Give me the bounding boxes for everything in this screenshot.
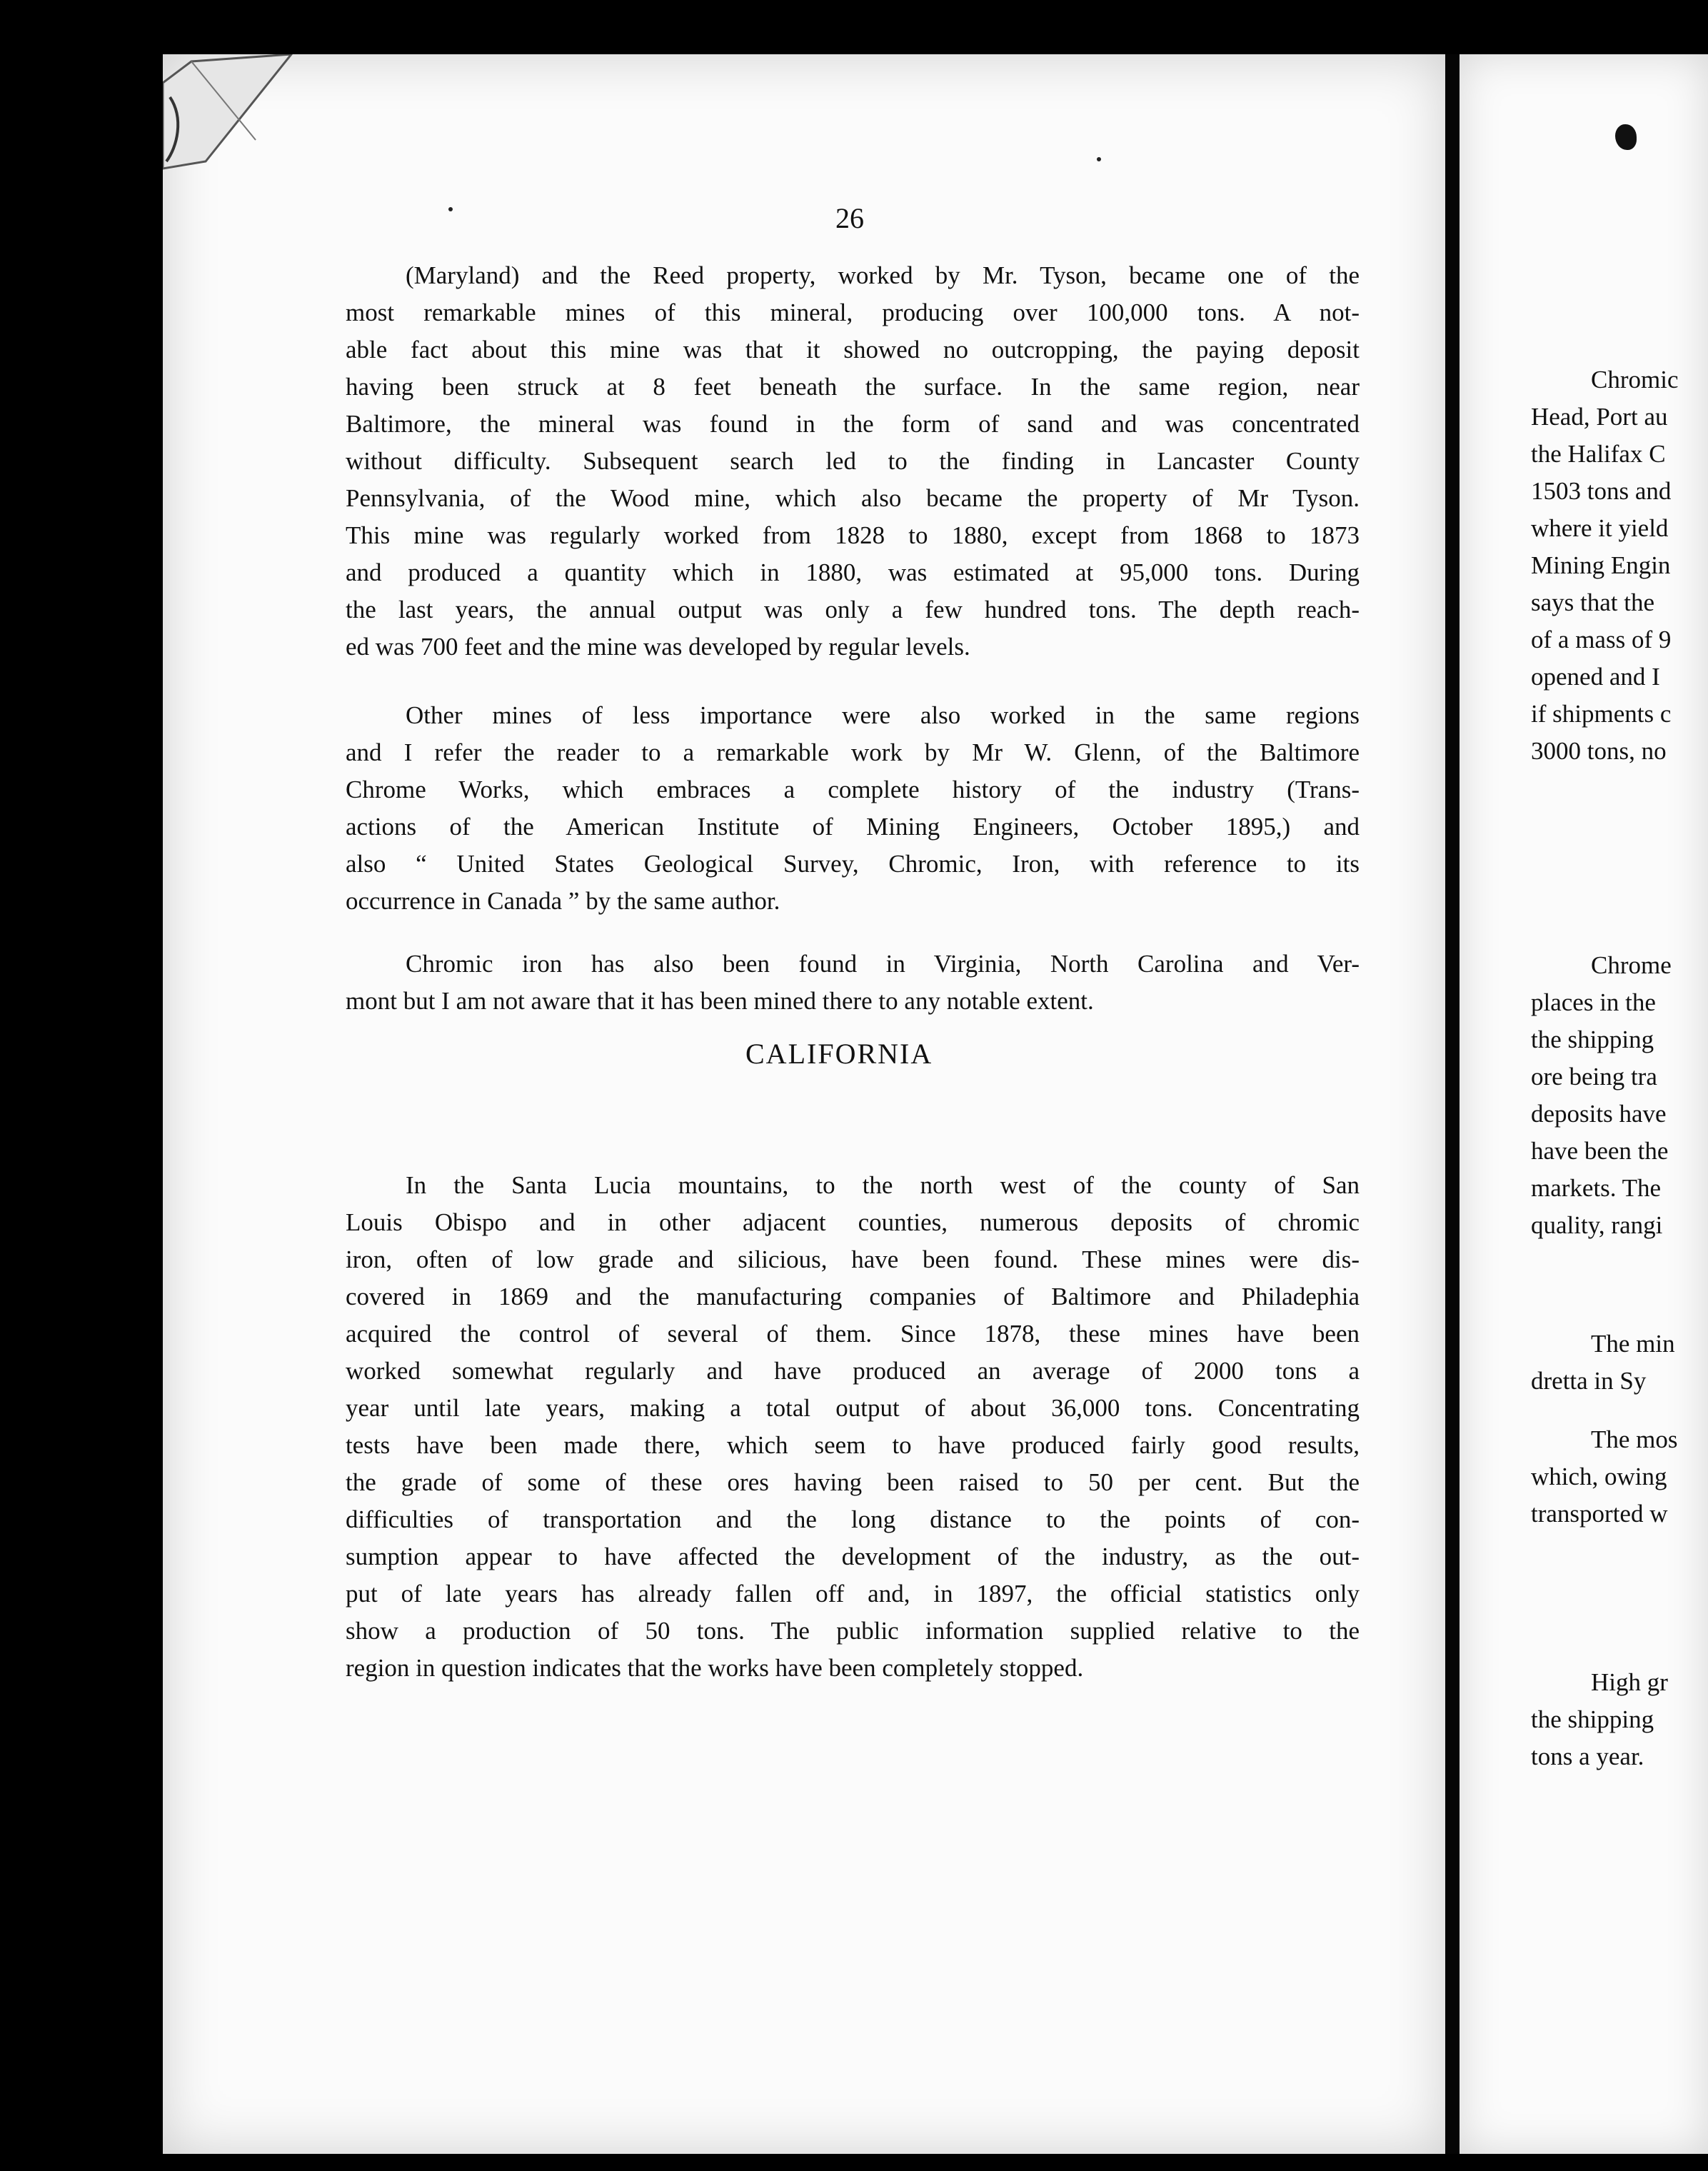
text-line: if shipments c — [1531, 700, 1672, 728]
page-number: 26 — [835, 202, 864, 234]
text-line: without difficulty. Subsequent search led to the finding in Lancaster County — [346, 447, 1360, 475]
text-line: ore being tra — [1531, 1063, 1657, 1090]
right-block-5 — [1531, 1664, 1708, 1775]
right-block-4 — [1531, 1421, 1708, 1533]
text-line: Chrome Works, which embraces a complete history of the industry (Trans- — [346, 776, 1360, 803]
text-line: the Halifax C — [1531, 440, 1666, 468]
text-line: dretta in Sy — [1531, 1367, 1647, 1395]
text-line: 3000 tons, no — [1531, 737, 1667, 765]
text-line: quality, rangi — [1531, 1211, 1663, 1239]
text-line: the shipping — [1531, 1026, 1654, 1053]
book-gutter — [1445, 54, 1460, 2154]
text-line: says that the — [1531, 588, 1655, 616]
speck-mark — [448, 207, 453, 211]
right-page — [1460, 54, 1708, 2154]
ink-blot — [1615, 124, 1637, 150]
text-line: acquired the control of several of them. Since 1878, these mines have been — [346, 1320, 1360, 1348]
text-line: sumption appear to have affected the development of the industry, as the out- — [346, 1543, 1360, 1570]
text-line: places in the — [1531, 988, 1656, 1016]
text-line: put of late years has already fallen off and, in 1897, the official statistics only — [346, 1580, 1360, 1608]
text-line: The min — [1591, 1330, 1675, 1358]
text-line: of a mass of 9 — [1531, 626, 1672, 653]
text-line: show a production of 50 tons. The public information supplied relative to the — [346, 1617, 1360, 1645]
text-line: The mos — [1591, 1425, 1678, 1453]
section-title: CALIFORNIA — [745, 1038, 933, 1070]
text-line: tests have been made there, which seem to have produced fairly good results, — [346, 1431, 1360, 1459]
text-line: occurrence in Canada ” by the same author. — [346, 887, 780, 915]
text-line: the last years, the annual output was only a few hundred tons. The depth reach- — [346, 596, 1360, 623]
paragraph-2 — [346, 697, 1360, 920]
text-line: mont but I am not aware that it has been mined there to any notable extent. — [346, 987, 1094, 1015]
text-line: and I refer the reader to a remarkable work by Mr W. Glenn, of the Baltimore — [346, 738, 1360, 766]
paragraph-3 — [346, 946, 1360, 1020]
text-line: also “ United States Geological Survey, Chromic, Iron, with reference to its — [346, 850, 1360, 878]
speck-mark — [1097, 157, 1101, 161]
text-line: ed was 700 feet and the mine was developed by regular levels. — [346, 633, 970, 661]
paragraph-1 — [346, 257, 1360, 666]
text-line: have been the — [1531, 1137, 1669, 1165]
text-line: covered in 1869 and the manufacturing companies of Baltimore and Philadephia — [346, 1283, 1360, 1310]
text-line: which, owing — [1531, 1463, 1667, 1490]
text-line: difficulties of transportation and the long distance to the points of con- — [346, 1505, 1360, 1533]
text-line: Head, Port au — [1531, 403, 1668, 431]
right-block-3 — [1531, 1325, 1708, 1400]
text-line: transported w — [1531, 1500, 1668, 1528]
text-line: Louis Obispo and in other adjacent counties, numerous deposits of chromic — [346, 1208, 1360, 1236]
text-line: year until late years, making a total output of about 36,000 tons. Concentrating — [346, 1394, 1360, 1422]
text-line: the shipping — [1531, 1705, 1654, 1733]
text-line: Chromic — [1591, 366, 1679, 393]
right-block-2 — [1531, 947, 1708, 1244]
right-block-1 — [1531, 361, 1708, 770]
text-line: having been struck at 8 feet beneath the surface. In the same region, near — [346, 373, 1360, 401]
text-line: and produced a quantity which in 1880, was estimated at 95,000 tons. During — [346, 558, 1360, 586]
text-line: opened and I — [1531, 663, 1660, 691]
text-line: High gr — [1591, 1668, 1668, 1696]
text-line: region in question indicates that the works have been completely stopped. — [346, 1654, 1084, 1682]
text-line: iron, often of low grade and silicious, have been found. These mines were dis- — [346, 1245, 1360, 1273]
text-line: Chrome — [1591, 951, 1672, 979]
text-line: actions of the American Institute of Mining Engineers, October 1895,) and — [346, 813, 1360, 841]
text-line: Pennsylvania, of the Wood mine, which also became the property of Mr Tyson. — [346, 484, 1360, 512]
text-line: Mining Engin — [1531, 551, 1671, 579]
text-line: most remarkable mines of this mineral, producing over 100,000 tons. A not- — [346, 299, 1360, 326]
text-line: able fact about this mine was that it showed no outcropping, the paying deposit — [346, 336, 1360, 363]
text-line: deposits have — [1531, 1100, 1667, 1128]
text-line: (Maryland) and the Reed property, worked by Mr. Tyson, became one of the — [406, 261, 1360, 289]
text-line: Chromic iron has also been found in Virginia, North Carolina and Ver- — [406, 950, 1360, 978]
california-paragraph — [346, 1167, 1360, 1687]
text-line: markets. The — [1531, 1174, 1662, 1202]
text-line: where it yield — [1531, 514, 1669, 542]
text-line: This mine was regularly worked from 1828 to 1880, except from 1868 to 1873 — [346, 521, 1360, 549]
text-line: worked somewhat regularly and have produced an average of 2000 tons a — [346, 1357, 1360, 1385]
text-line: the grade of some of these ores having been raised to 50 per cent. But the — [346, 1468, 1360, 1496]
text-line: tons a year. — [1531, 1743, 1644, 1770]
folded-corner-mark — [163, 54, 298, 176]
text-line: 1503 tons and — [1531, 477, 1672, 505]
text-line: Other mines of less importance were also worked in the same regions — [406, 701, 1360, 729]
text-line: Baltimore, the mineral was found in the form of sand and was concentrated — [346, 410, 1360, 438]
text-line: In the Santa Lucia mountains, to the north west of the county of San — [406, 1171, 1360, 1199]
